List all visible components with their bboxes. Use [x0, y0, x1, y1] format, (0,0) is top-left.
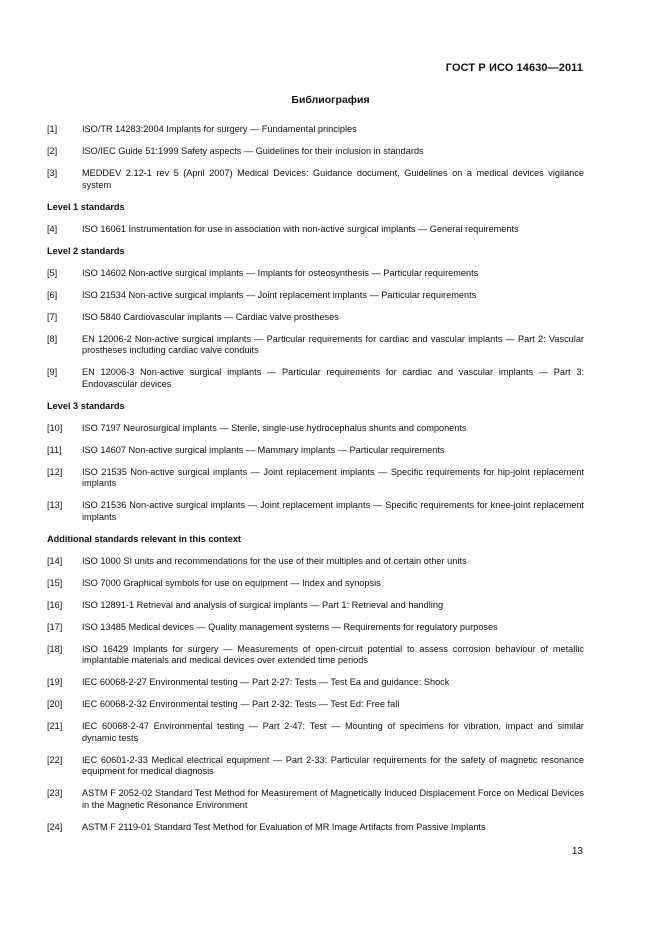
- section-heading: Level 3 standards: [47, 400, 125, 411]
- reference-entry: [47, 334, 584, 357]
- reference-entry: [47, 423, 584, 435]
- reference-text: ISO 16061 Instrumentation for use in association with non-active surgical implants — General requirements: [82, 223, 519, 234]
- reference-number: [1]: [47, 124, 58, 134]
- bibliography-list: [47, 124, 584, 844]
- page-title: Библиография: [291, 94, 370, 106]
- reference-text: ISO 14602 Non-active surgical implants — Implants for osteosynthesis — Particular requirements: [82, 267, 479, 278]
- reference-number: [3]: [47, 168, 58, 178]
- reference-number: [9]: [47, 367, 58, 377]
- reference-number: [17]: [47, 621, 63, 632]
- reference-text: EN 12006-2 Non-active surgical implants — Particular requirements for cardiac and vascular implants — Part 2: Vascular prostheses including cardiac valve conduits: [82, 333, 584, 355]
- reference-text: ISO 21536 Non-active surgical implants — Joint replacement implants — Specific requirements for knee-joint replacement implants: [82, 500, 584, 522]
- section-heading: Level 1 standards: [47, 201, 125, 212]
- reference-entry: [47, 124, 584, 136]
- reference-text: IEC 60601-2-33 Medical electrical equipment — Part 2-33: Particular requirements for the safety of magnetic resonance equipment for medical diagnosis: [82, 754, 584, 776]
- reference-entry: [47, 755, 584, 778]
- reference-number: [2]: [47, 146, 58, 156]
- reference-entry: [47, 312, 584, 324]
- reference-number: [15]: [47, 577, 63, 588]
- reference-number: [19]: [47, 677, 63, 687]
- reference-number: [7]: [47, 311, 58, 322]
- reference-entry: [47, 146, 584, 158]
- reference-text: ISO 7197 Neurosurgical implants — Sterile, single-use hydrocephalus shunts and components: [82, 422, 467, 433]
- reference-text: ASTM F 2119-01 Standard Test Method for Evaluation of MR Image Artifacts from Passive Implants: [82, 821, 486, 832]
- reference-entry: [47, 822, 584, 834]
- reference-number: [20]: [47, 699, 63, 709]
- reference-entry: [47, 699, 584, 711]
- reference-entry: [47, 578, 584, 590]
- reference-text: ISO 5840 Cardiovascular implants — Cardiac valve prostheses: [82, 311, 339, 322]
- reference-text: ISO/IEC Guide 51:1999 Safety aspects — Guidelines for their inclusion in standards: [82, 146, 424, 156]
- reference-text: EN 12006-3 Non-active surgical implants — Particular requirements for cardiac and vascular implants — Part 3: Endovascular devices: [82, 367, 584, 389]
- reference-number: [23]: [47, 788, 63, 798]
- reference-number: [10]: [47, 422, 63, 433]
- reference-number: [6]: [47, 289, 58, 300]
- reference-text: ISO 7000 Graphical symbols for use on equipment — Index and synopsis: [82, 577, 381, 588]
- reference-number: [14]: [47, 555, 63, 566]
- reference-number: [18]: [47, 643, 63, 654]
- reference-number: [8]: [47, 333, 58, 344]
- reference-number: [16]: [47, 599, 63, 610]
- page-number: 13: [571, 846, 583, 857]
- reference-text: IEC 60068-2-27 Environmental testing — Part 2-27: Tests — Test Ea and guidance: Shock: [82, 677, 450, 687]
- reference-number: [21]: [47, 721, 63, 731]
- reference-entry: [47, 224, 584, 236]
- section-heading: Level 2 standards: [47, 245, 125, 256]
- reference-number: [24]: [47, 821, 63, 832]
- reference-text: IEC 60068-2-47 Environmental testing — Part 2-47: Test — Mounting of specimens for vibration, impact and similar dynamic tests: [82, 721, 584, 743]
- reference-text: ISO 13485 Medical devices — Quality management systems — Requirements for regulatory purposes: [82, 621, 498, 632]
- reference-text: MEDDEV 2.12-1 rev 5 (April 2007) Medical Devices: Guidance document, Guidelines on a medical devices vigilance system: [82, 168, 584, 190]
- reference-entry: [47, 500, 584, 523]
- reference-entry: [47, 290, 584, 302]
- reference-entry: [47, 644, 584, 667]
- reference-entry: [47, 600, 584, 612]
- reference-entry: [47, 788, 584, 811]
- reference-entry: [47, 677, 584, 689]
- standard-id-header: ГОСТ Р ИСО 14630—2011: [445, 62, 583, 74]
- reference-text: ISO 21535 Non-active surgical implants — Joint replacement implants — Specific requirements for hip-joint replacement implants: [82, 466, 584, 488]
- reference-entry: [47, 367, 584, 390]
- reference-entry: [47, 622, 584, 634]
- section-heading: Additional standards relevant in this context: [47, 533, 241, 544]
- reference-number: [4]: [47, 223, 58, 234]
- reference-number: [11]: [47, 444, 62, 455]
- reference-text: ISO 12891-1 Retrieval and analysis of surgical implants — Part 1: Retrieval and handling: [82, 599, 444, 610]
- reference-entry: [47, 556, 584, 568]
- reference-number: [5]: [47, 267, 58, 278]
- reference-number: [13]: [47, 500, 63, 510]
- reference-text: ISO 14607 Non-active surgical implants — Mammary implants — Particular requirements: [82, 444, 445, 455]
- reference-text: ISO 1000 SI units and recommendations for the use of their multiples and of certain other units: [82, 555, 467, 566]
- reference-text: ISO/TR 14283:2004 Implants for surgery — Fundamental principles: [82, 124, 357, 134]
- reference-entry: [47, 467, 584, 490]
- reference-entry: [47, 445, 584, 457]
- reference-number: [22]: [47, 754, 63, 765]
- reference-entry: [47, 168, 584, 191]
- reference-entry: [47, 721, 584, 744]
- reference-text: ASTM F 2052-02 Standard Test Method for Measurement of Magnetically Induced Displacement Force on Medical Devices in the Magnetic Resonance Environment: [82, 788, 584, 810]
- reference-entry: [47, 268, 584, 280]
- reference-text: ISO 21534 Non-active surgical implants — Joint replacement implants — Particular requirements: [82, 289, 477, 300]
- reference-text: IEC 60068-2-32 Environmental testing — Part 2-32: Tests — Test Ed: Free fall: [82, 699, 400, 709]
- reference-text: ISO 16429 Implants for surgery — Measurements of open-circuit potential to assess corrosion behaviour of metallic implantable materials and medical devices over extended time periods: [82, 643, 584, 665]
- reference-number: [12]: [47, 466, 63, 477]
